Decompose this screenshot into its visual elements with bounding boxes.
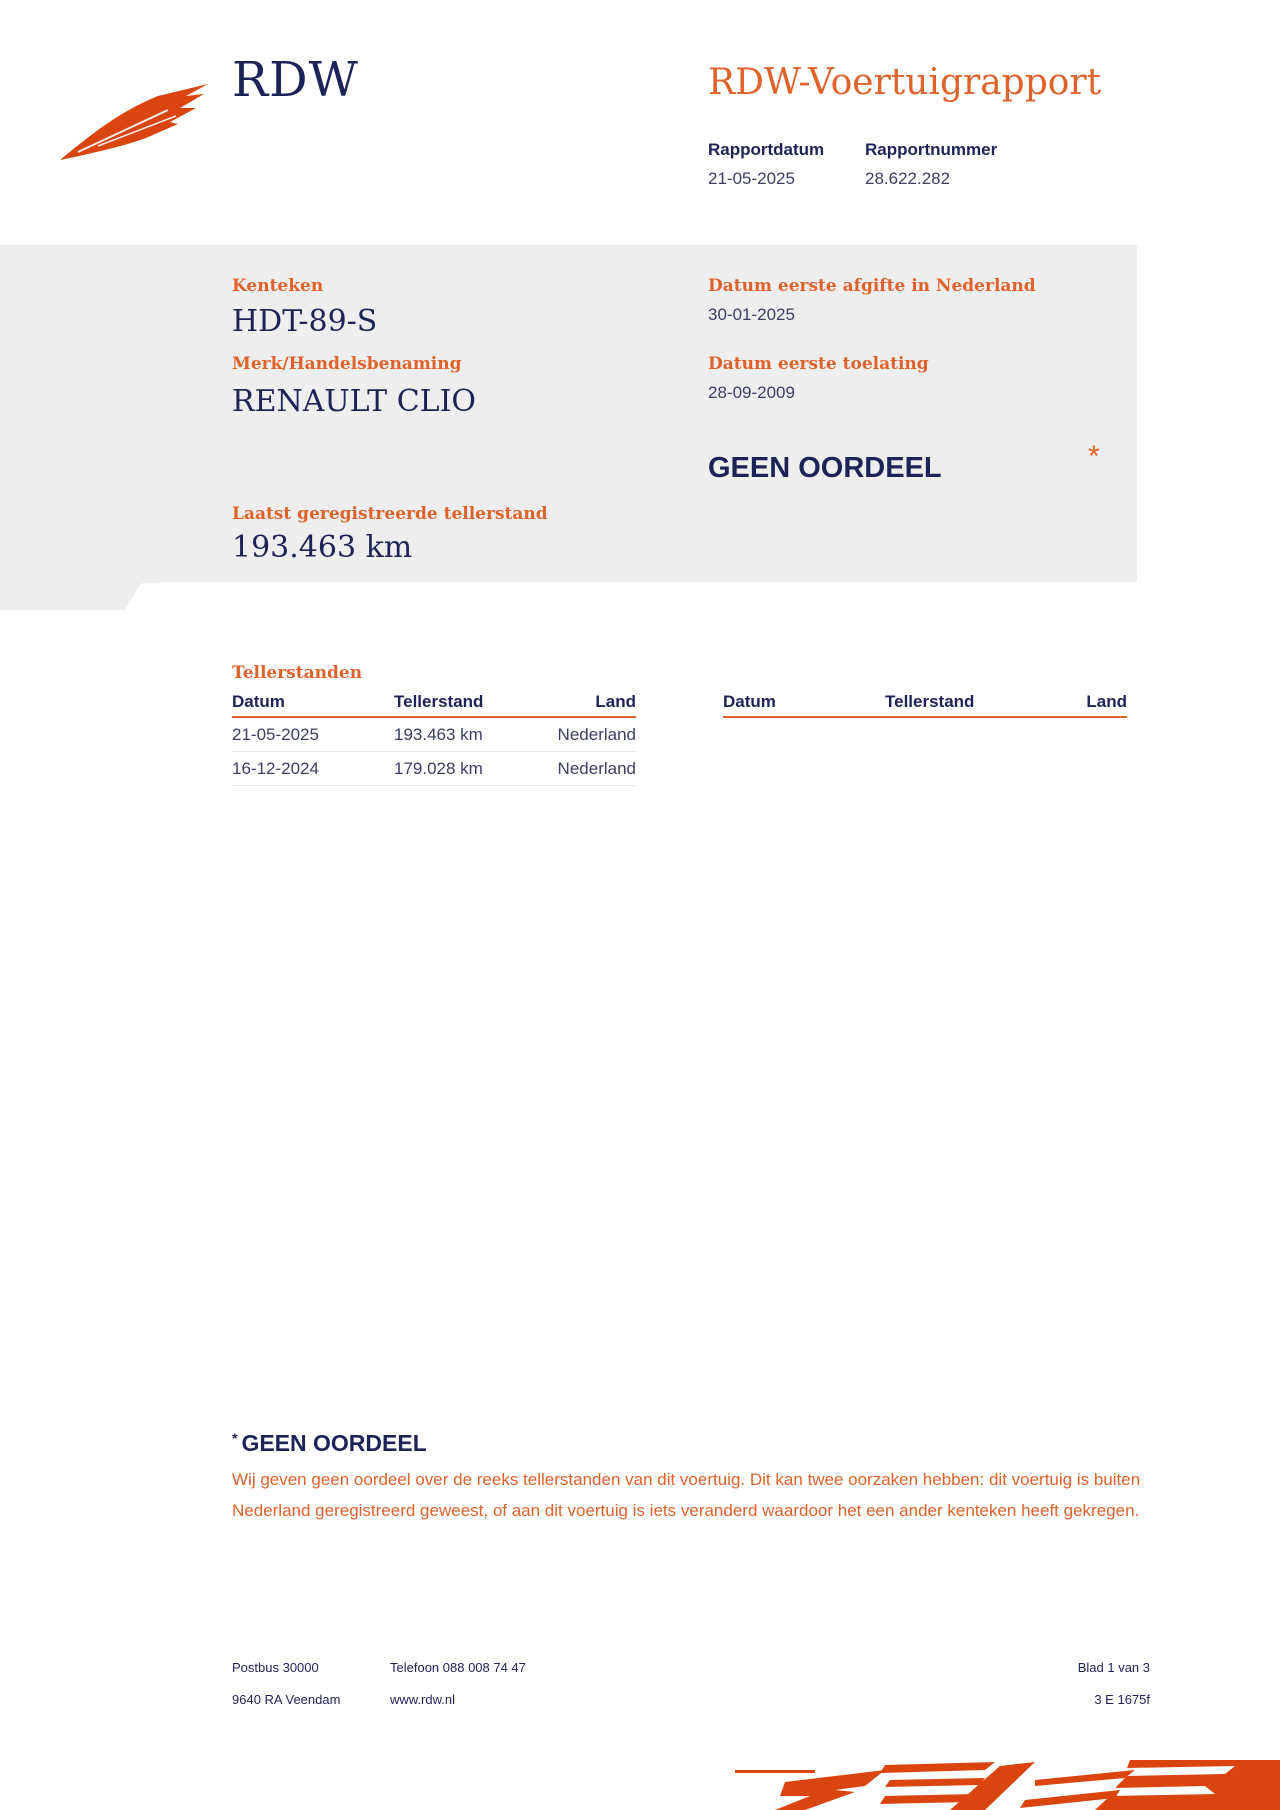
cell-tellerstand: 179.028 km bbox=[394, 752, 542, 786]
report-number-label: Rapportnummer bbox=[865, 140, 998, 159]
odometer-table-right bbox=[723, 690, 1127, 718]
column-header-datum: Datum bbox=[723, 690, 885, 717]
rdw-wing-logo-icon bbox=[58, 82, 210, 162]
footer-telefoon: Telefoon 088 008 74 47 bbox=[390, 1660, 526, 1675]
cell-datum: 16-12-2024 bbox=[232, 752, 394, 786]
last-odometer-value: 193.463 km bbox=[232, 530, 413, 565]
report-date-value: 21-05-2025 bbox=[708, 169, 795, 188]
cell-datum: 21-05-2025 bbox=[232, 717, 394, 752]
footer-website: www.rdw.nl bbox=[390, 1692, 456, 1707]
merk-value: RENAULT CLIO bbox=[232, 384, 477, 419]
cell-land: Nederland bbox=[542, 752, 636, 786]
footer-postbus: Postbus 30000 bbox=[232, 1660, 319, 1675]
kenteken-label: Kenteken bbox=[232, 276, 324, 296]
verdict-text: GEEN OORDEEL bbox=[708, 452, 942, 484]
verdict-asterisk: * bbox=[1088, 440, 1100, 473]
odometer-section-title: Tellerstanden bbox=[232, 663, 363, 683]
column-header-land: Land bbox=[1033, 690, 1127, 717]
cell-land: Nederland bbox=[542, 717, 636, 752]
first-admission-value: 28-09-2009 bbox=[708, 383, 795, 402]
last-odometer-label: Laatst geregistreerde tellerstand bbox=[232, 504, 548, 524]
footnote-title bbox=[232, 1430, 427, 1457]
footnote-text: Wij geven geen oordeel over de reeks tellerstanden van dit voertuig. Dit kan twee oorzaken hebben: dit voertuig is buiten Nederland geregistreerd geweest, of aan dit voertuig is iets veranderd waardoor het een ander kenteken heeft gekregen. bbox=[232, 1470, 1141, 1520]
rdw-stripes-graphic-icon bbox=[735, 1760, 1280, 1810]
column-header-tellerstand: Tellerstand bbox=[885, 690, 1033, 717]
table-header-row bbox=[232, 690, 636, 717]
table-header-row bbox=[723, 690, 1127, 717]
footer-plaats: 9640 RA Veendam bbox=[232, 1692, 341, 1707]
odometer-table-left bbox=[232, 690, 636, 786]
cell-tellerstand: 193.463 km bbox=[394, 717, 542, 752]
footnote-title-text: GEEN OORDEEL bbox=[241, 1430, 427, 1456]
first-issue-nl-value: 30-01-2025 bbox=[708, 305, 795, 324]
footnote-asterisk: * bbox=[232, 1430, 238, 1446]
footer-code: 3 E 1675f bbox=[1094, 1692, 1150, 1707]
first-admission-label: Datum eerste toelating bbox=[708, 354, 929, 374]
document-title: RDW-Voertuigrapport bbox=[708, 62, 1102, 103]
kenteken-value: HDT-89-S bbox=[232, 304, 378, 339]
column-header-datum: Datum bbox=[232, 690, 394, 717]
column-header-tellerstand: Tellerstand bbox=[394, 690, 542, 717]
summary-panel-tab bbox=[0, 582, 160, 610]
table-row bbox=[232, 717, 636, 752]
column-header-land: Land bbox=[542, 690, 636, 717]
first-issue-nl-label: Datum eerste afgifte in Nederland bbox=[708, 276, 1036, 296]
merk-label: Merk/Handelsbenaming bbox=[232, 354, 462, 374]
report-date-label: Rapportdatum bbox=[708, 140, 825, 159]
footer-page-number: Blad 1 van 3 bbox=[1077, 1660, 1150, 1675]
brand-name: RDW bbox=[232, 52, 359, 108]
report-number-value: 28.622.282 bbox=[865, 169, 951, 188]
table-row bbox=[232, 752, 636, 786]
